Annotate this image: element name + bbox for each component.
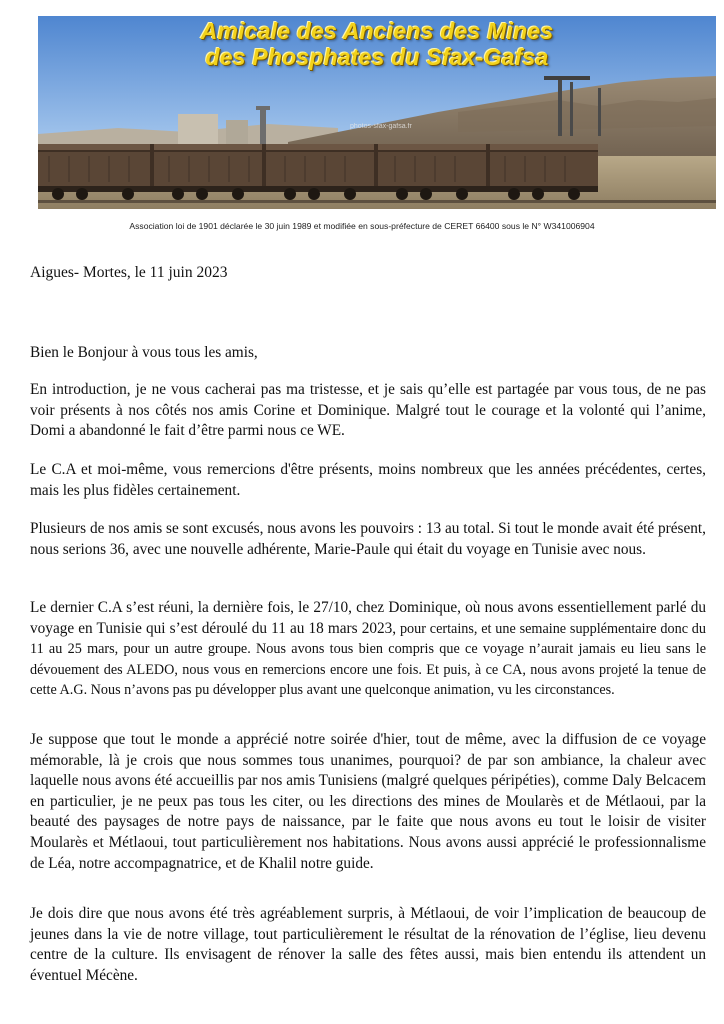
paragraph-excuses: Plusieurs de nos amis se sont excusés, nous avons les pouvoirs : 13 au total. Si tout le monde avait été présent, nous serions 36, avec une nouvelle adhérente, Marie-Paule qui était du voyage en Tunisie avec nous.: [30, 520, 706, 558]
paragraph-board-meeting: [30, 598, 706, 701]
letter-greeting: Bien le Bonjour à vous tous les amis,: [30, 344, 258, 361]
paragraph-evening: Je suppose que tout le monde a apprécié notre soirée d'hier, tout de même, avec la diffusion de ce voyage mémorable, là je crois que nous sommes tous unanimes, pourquoi? de par son ambiance, la chaleur avec laquelle nous avons été accueillis par nos amis Tunisiens (malgré quelques péripéties), comme Daly Belcacem en particulier, je ne peux pas tous les citer, ou les directions des mines de Moularès et de Métlaoui, par la beauté des paysages de notre pays de naissance, par le faite que nous avons eu tout le loisir de visiter Moularès et Métlaoui, tout particulièrement nos habitations. Nous avons aussi apprécié le professionnalisme de Léa, notre accompagnatrice, et de Khalil notre guide.: [30, 731, 706, 872]
legal-notice: Association loi de 1901 déclarée le 30 juin 1989 et modifiée en sous-préfecture de CERET 66400 sous le N° W341006904: [129, 221, 595, 231]
title-line-2: des Phosphates du Sfax-Gafsa: [205, 44, 549, 70]
letter-date: Aigues- Mortes, le 11 juin 2023: [30, 264, 228, 281]
paragraph-introduction: En introduction, je ne vous cacherai pas ma tristesse, et je sais qu’elle est partagée par vous tous, de ne pas voir présents à nos côtés nos amis Corine et Dominique. Malgré tout le courage et la volonté qui l’anime, Domi a abandonné le fait d’être parmi nous ce WE.: [30, 381, 706, 440]
board-meeting-part-1: Le dernier C.A s’est réuni, la dernière fois, le 27/10, chez Dominique, où nous avons essentiellement parlé du voyage en Tunisie qui s’est déroulé du 11 au 18 mars 2023,: [30, 599, 706, 637]
title-line-1: Amicale des Anciens des Mines: [200, 18, 554, 44]
paragraph-thanks: Le C.A et moi-même, vous remercions d'être présents, moins nombreux que les années précédentes, certes, mais les plus fidèles certainement.: [30, 461, 706, 499]
board-meeting-part-2: pour certains, et une semaine supplémentaire donc du 11 au 25 mars, pour un autre groupe. Nous avons tous bien compris que ce voyage n’aurait jamais eu lieu sans le dévouement des ALEDO, nous vous en remercions encore une fois. Et puis, à ce CA, nous avons projeté la tenue de cette A.G. Nous n’avons pas pu développer plus avant une quelconque animation, vu les circonstances.: [30, 620, 706, 699]
header-banner: [38, 16, 716, 209]
photo-watermark: photos-sfax-gafsa.fr: [350, 123, 412, 130]
paragraph-metlaoui: Je dois dire que nous avons été très agréablement surpris, à Métlaoui, de voir l’implication de beaucoup de jeunes dans la vie de notre village, tout particulièrement le résultat de la rénovation de l’église, lieu devenu centre de la culture. Ils envisagent de rénover la salle des fêtes aussi, mais bien entendu ils attendent un éventuel Mécène.: [30, 905, 706, 984]
association-title: [38, 18, 716, 70]
